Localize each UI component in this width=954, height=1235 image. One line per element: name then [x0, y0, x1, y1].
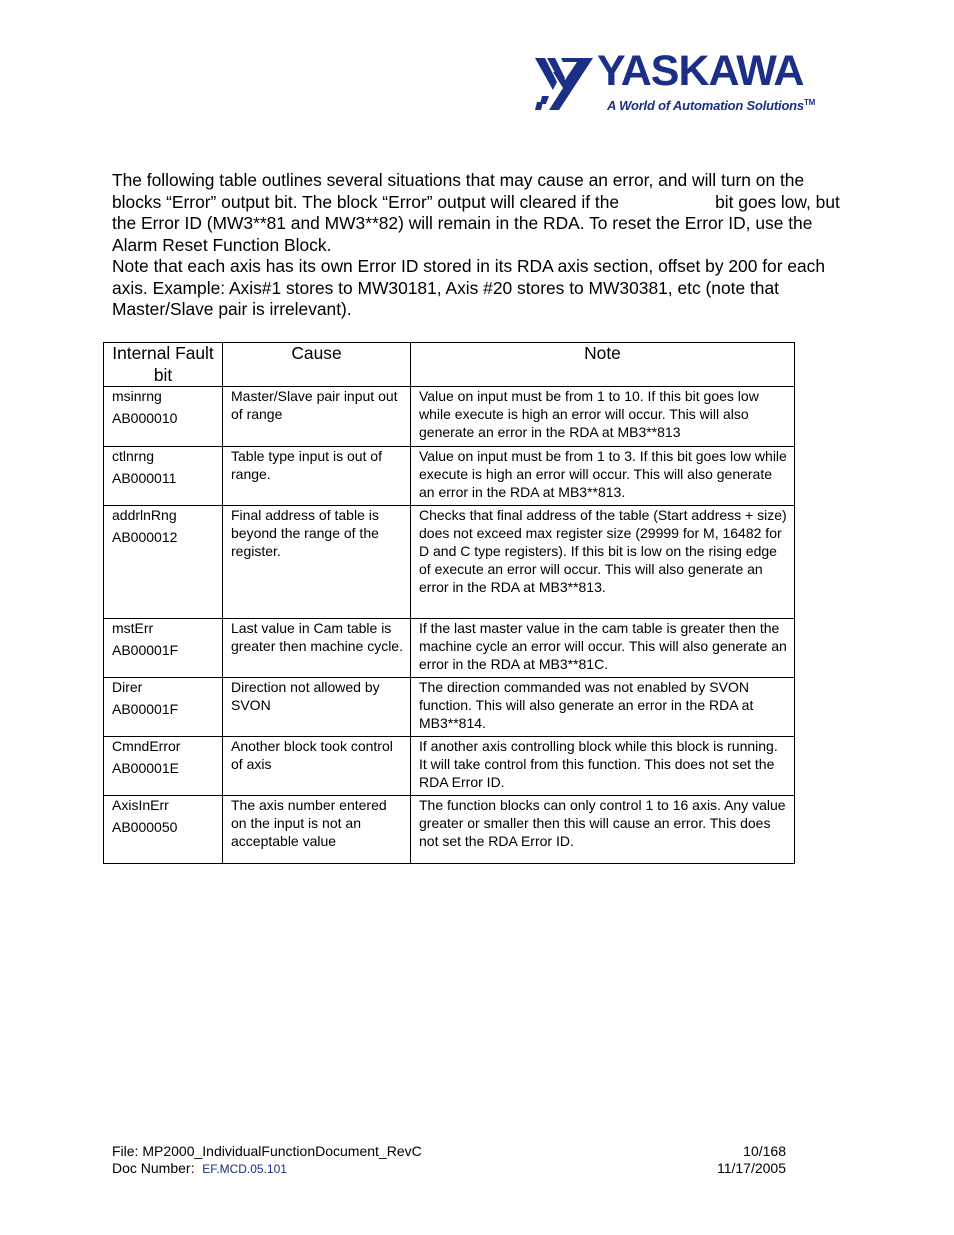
fault-name: addrlnRng — [112, 507, 177, 523]
yaskawa-logo — [533, 47, 823, 116]
cause-cell: Last value in Cam table is greater then machine cycle. — [223, 619, 411, 678]
logo-brand: YASKAWA — [597, 47, 804, 95]
doc-number: EF.MCD.05.101 — [202, 1162, 287, 1176]
cause-cell: Direction not allowed by SVON — [223, 678, 411, 737]
cause-cell: Another block took control of axis — [223, 737, 411, 796]
cause-cell: The axis number entered on the input is not an acceptable value — [223, 796, 411, 864]
yaskawa-emblem-icon — [533, 52, 597, 116]
note-cell: Checks that final address of the table (Start address + size) does not exceed max register size (29999 for M, 16482 for D and C type registers). If this bit is low on the rising edge of execute an error will occur. This will also generate an error in the RDA at MB3**813. — [411, 506, 795, 619]
fault-name: msinrng — [112, 388, 162, 404]
fault-bit-cell — [104, 387, 223, 447]
fault-bit-cell — [104, 506, 223, 619]
fault-name: AxisInErr — [112, 797, 169, 813]
table-row — [104, 737, 795, 796]
note-cell: The function blocks can only control 1 to 16 axis. Any value greater or smaller then this will cause an error. This does not set the RDA Error ID. — [411, 796, 795, 864]
cause-cell: Table type input is out of range. — [223, 447, 411, 506]
table-row — [104, 796, 795, 864]
intro-paragraph-2: Note that each axis has its own Error ID stored in its RDA axis section, offset by 200 for each axis. Example: Axis#1 stores to MW30181, Axis #20 stores to MW30381, etc (note that Master/Slave pair is irrelevant). — [112, 256, 826, 319]
fault-bit-cell — [104, 678, 223, 737]
footer-file: File: MP2000_IndividualFunctionDocument_RevC — [112, 1143, 422, 1159]
note-cell: Value on input must be from 1 to 3. If this bit goes low while execute is high an error will occur. This will also generate an error in the RDA at MB3**813. — [411, 447, 795, 506]
fault-address: AB00001E — [112, 760, 179, 776]
footer-date: 11/17/2005 — [716, 1160, 786, 1176]
fault-name: mstErr — [112, 620, 154, 636]
table-row — [104, 447, 795, 506]
fault-table — [103, 342, 795, 864]
fault-name: CmndError — [112, 738, 181, 754]
note-cell: If the last master value in the cam table is greater then the machine cycle an error will occur. This will also generate an error in the RDA at MB3**81C. — [411, 619, 795, 678]
note-cell: If another axis controlling block while this block is running. It will take control from this function. This does not set the RDA Error ID. — [411, 737, 795, 796]
page-footer — [112, 1143, 786, 1178]
trademark-mark: TM — [803, 98, 816, 107]
fault-bit-cell — [104, 796, 223, 864]
fault-address: AB00001F — [112, 701, 179, 717]
table-row — [104, 619, 795, 678]
table-row — [104, 678, 795, 737]
table-header-row — [104, 343, 795, 387]
table-row — [104, 387, 795, 447]
header-fault-bit: Internal Fault bit — [104, 343, 223, 387]
intro-paragraph-1: The following table outlines several situations that may cause an error, and will turn on the blocks “Error” output bit. The block “Error” output will cleared if the bit goes low, but the Error ID (MW3**81 and MW3**82) will remain in the RDA. To reset the Error ID, use the Alarm Reset Function Block. — [112, 170, 840, 255]
fault-name: ctlnrng — [112, 448, 155, 464]
table-row — [104, 506, 795, 619]
fault-address: AB000010 — [112, 410, 178, 426]
fault-address: AB00001F — [112, 642, 179, 658]
intro-text — [112, 170, 842, 321]
cause-cell: Final address of table is beyond the range of the register. — [223, 506, 411, 619]
cause-cell: Master/Slave pair input out of range — [223, 387, 411, 447]
fault-address: AB000050 — [112, 819, 178, 835]
footer-doc: Doc Number: EF.MCD.05.101 — [112, 1160, 287, 1176]
fault-bit-cell — [104, 737, 223, 796]
logo-tagline: A World of Automation Solutions™ — [607, 98, 816, 113]
footer-page: 10/168 — [743, 1143, 786, 1159]
header-note: Note — [411, 343, 795, 387]
note-cell: Value on input must be from 1 to 10. If this bit goes low while execute is high an error will occur. This will also generate an error in the RDA at MB3**813 — [411, 387, 795, 447]
header-cause: Cause — [223, 343, 411, 387]
fault-bit-cell — [104, 619, 223, 678]
note-cell: The direction commanded was not enabled by SVON function. This will also generate an error in the RDA at MB3**814. — [411, 678, 795, 737]
fault-address: AB000011 — [112, 470, 177, 486]
fault-address: AB000012 — [112, 529, 178, 545]
fault-bit-cell — [104, 447, 223, 506]
fault-name: Direr — [112, 679, 143, 695]
